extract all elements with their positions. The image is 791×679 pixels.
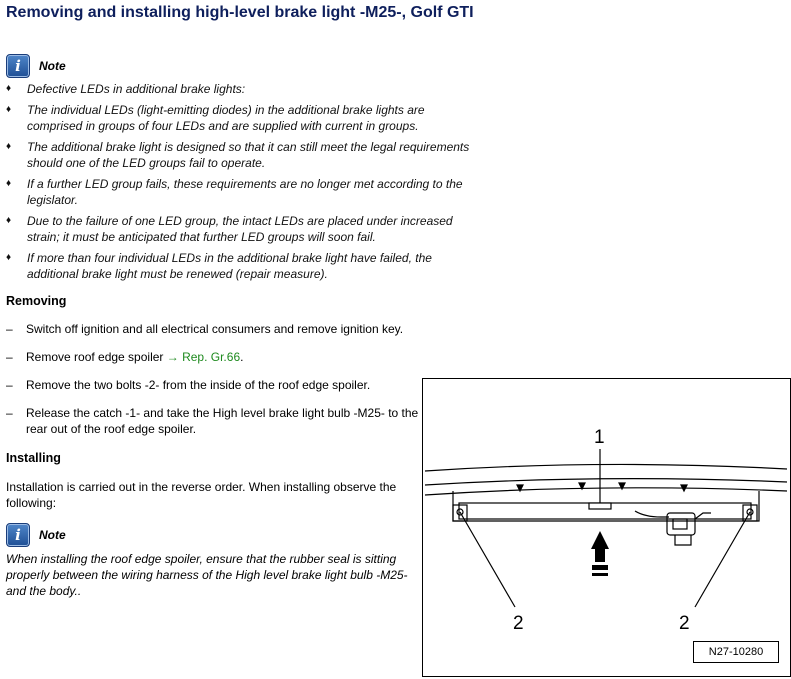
bullet-icon: ♦ [6, 83, 12, 94]
step-text: Remove the two bolts -2- from the inside of the roof edge spoiler. [26, 378, 371, 392]
bullet-icon: ♦ [6, 104, 12, 115]
step-text: Release the catch -1- and take the High level brake light bulb -M25- to the rear out of the roof edge spoiler. [26, 406, 419, 436]
list-item-text: Defective LEDs in additional brake lights: [27, 82, 246, 96]
list-item-text: The additional brake light is designed so that it can still meet the legal requirements should one of the LED groups fail to operate. [27, 140, 470, 170]
list-item [6, 81, 476, 97]
step-item [6, 349, 426, 365]
removing-steps [6, 321, 426, 449]
callout-2-right: 2 [679, 613, 690, 634]
bullet-icon: ♦ [6, 178, 12, 189]
page-title: Removing and installing high-level brake light -M25-, Golf GTI [6, 4, 474, 21]
bullet-icon: ♦ [6, 215, 12, 226]
step-item [6, 321, 426, 337]
note-text: When installing the roof edge spoiler, ensure that the rubber seal is sitting properly between the wiring harness of the High level brake light bulb -M25- and the body.. [6, 552, 408, 598]
rep-gr66-link[interactable]: → Rep. Gr.66 [166, 350, 241, 364]
step-text: Remove roof edge spoiler [26, 350, 167, 364]
info-icon: i [6, 54, 30, 78]
callout-1: 1 [594, 427, 605, 448]
note-header [6, 54, 66, 78]
list-item [6, 213, 476, 245]
dash-marker: – [6, 406, 13, 420]
note-bullet-list [6, 81, 476, 287]
dash-marker: – [6, 322, 13, 336]
removing-heading: Removing [6, 294, 67, 308]
list-item-text: If a further LED group fails, these requirements are no longer met according to the legislator. [27, 177, 463, 207]
note-label: Note [39, 59, 66, 73]
brake-light-figure [422, 378, 791, 677]
list-item [6, 139, 476, 171]
callout-2-left: 2 [513, 613, 524, 634]
list-item-text: Due to the failure of one LED group, the intact LEDs are placed under increased strain; it must be anticipated that further LED groups will soon fail. [27, 214, 453, 244]
step-item [6, 405, 426, 437]
list-item [6, 176, 476, 208]
dash-marker: – [6, 378, 13, 392]
bullet-icon: ♦ [6, 252, 12, 263]
note-header [6, 523, 66, 547]
installing-text: Installation is carried out in the reverse order. When installing observe the following: [6, 480, 397, 510]
step-text-end: . [240, 350, 244, 364]
figure-id: N27-10280 [693, 641, 779, 663]
list-item [6, 102, 476, 134]
step-text: Switch off ignition and all electrical consumers and remove ignition key. [26, 322, 404, 336]
list-item-text: The individual LEDs (light-emitting diodes) in the additional brake lights are comprised in groups of four LEDs and are supplied with current in groups. [27, 103, 425, 133]
info-icon: i [6, 523, 30, 547]
dash-marker: – [6, 350, 13, 364]
brake-light-illustration [423, 379, 790, 676]
list-item-text: If more than four individual LEDs in the additional brake light have failed, the additional brake light must be renewed (repair measure). [27, 251, 432, 281]
bullet-icon: ♦ [6, 141, 12, 152]
installing-heading: Installing [6, 451, 61, 465]
list-item [6, 250, 476, 282]
step-item [6, 377, 426, 393]
note-label: Note [39, 528, 66, 542]
